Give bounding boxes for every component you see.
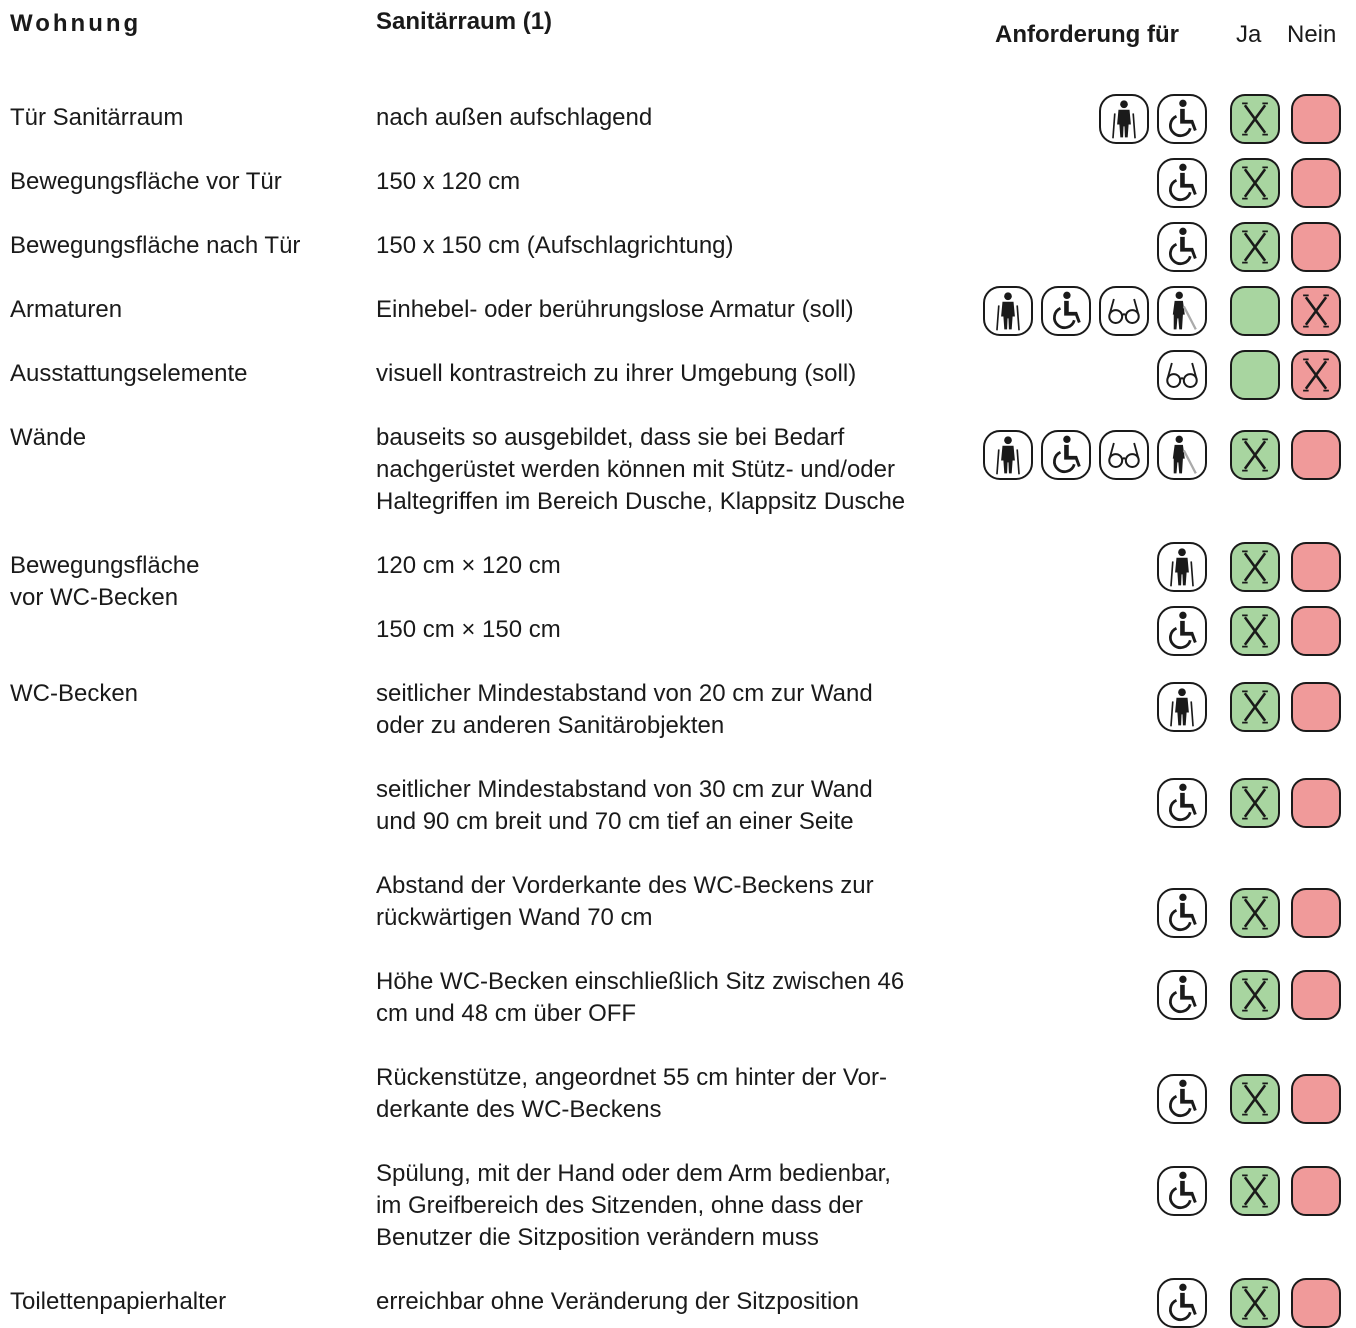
no-checkbox[interactable] [1291,430,1341,480]
row-requirement: 150 x 120 cm [376,168,521,195]
row-label: WC-Becken [10,680,139,707]
crutch-icon [1099,94,1149,144]
row-requirement: Rückenstütze, angeordnet 55 cm hinter der Vor- derkante des WC-Beckens [376,1064,887,1123]
no-checkbox[interactable] [1291,222,1341,272]
wheelchair-icon [1157,94,1207,144]
glasses-icon [1099,286,1149,336]
row-requirement: 150 x 150 cm (Aufschlagrichtung) [376,232,734,259]
no-checkbox[interactable] [1291,542,1341,592]
wheelchair-icon [1157,222,1207,272]
yes-checkbox[interactable] [1230,1278,1280,1328]
wheelchair-icon [1157,1278,1207,1328]
row-requirement: 120 cm × 120 cm [376,552,561,579]
no-checkbox[interactable] [1291,778,1341,828]
blind-cane-icon [1157,430,1207,480]
row-label: Tür Sanitärraum [10,104,184,131]
glasses-icon [1157,350,1207,400]
yes-checkbox[interactable] [1230,888,1280,938]
no-checkbox[interactable] [1291,682,1341,732]
yes-checkbox[interactable] [1230,542,1280,592]
yes-checkbox[interactable] [1230,430,1280,480]
requirement-header: Anforderung für [995,21,1179,48]
crutch-icon [1157,682,1207,732]
no-header: Nein [1287,21,1337,48]
row-label: Wände [10,424,87,451]
no-checkbox[interactable] [1291,1166,1341,1216]
yes-checkbox[interactable] [1230,1166,1280,1216]
wheelchair-icon [1157,1166,1207,1216]
wheelchair-icon [1157,778,1207,828]
wheelchair-icon [1157,158,1207,208]
row-requirement: nach außen aufschlagend [376,104,653,131]
glasses-icon [1099,430,1149,480]
yes-checkbox[interactable] [1230,222,1280,272]
yes-checkbox[interactable] [1230,682,1280,732]
row-label: Toilettenpapierhalter [10,1288,227,1315]
no-checkbox[interactable] [1291,1074,1341,1124]
row-requirement: Einhebel- oder berührungslose Armatur (soll) [376,296,854,323]
row-requirement: visuell kontrastreich zu ihrer Umgebung (soll) [376,360,857,387]
row-requirement: erreichbar ohne Veränderung der Sitzposition [376,1288,859,1315]
wheelchair-icon [1041,286,1091,336]
no-checkbox[interactable] [1291,888,1341,938]
yes-header: Ja [1236,21,1262,48]
row-requirement: 150 cm × 150 cm [376,616,561,643]
yes-checkbox[interactable] [1230,350,1280,400]
wheelchair-icon [1157,606,1207,656]
topic-title: Sanitärraum (1) [376,8,553,35]
row-label: Ausstattungselemente [10,360,248,387]
row-requirement: seitlicher Mindestabstand von 20 cm zur Wand oder zu anderen Sanitärobjekten [376,680,873,739]
row-label: Bewegungsfläche nach Tür [10,232,301,259]
row-requirement: Höhe WC-Becken einschließlich Sitz zwischen 46 cm und 48 cm über OFF [376,968,905,1027]
yes-checkbox[interactable] [1230,94,1280,144]
no-checkbox[interactable] [1291,158,1341,208]
crutch-icon [1157,542,1207,592]
no-checkbox[interactable] [1291,970,1341,1020]
yes-checkbox[interactable] [1230,606,1280,656]
yes-checkbox[interactable] [1230,1074,1280,1124]
wheelchair-icon [1157,1074,1207,1124]
section-title: Wohnung [10,10,142,37]
no-checkbox[interactable] [1291,286,1341,336]
row-requirement: Abstand der Vorderkante des WC-Beckens zur rückwärtigen Wand 70 cm [376,872,874,931]
row-requirement: seitlicher Mindestabstand von 30 cm zur Wand und 90 cm breit und 70 cm tief an einer Seite [376,776,873,835]
row-label: Armaturen [10,296,123,323]
no-checkbox[interactable] [1291,94,1341,144]
no-checkbox[interactable] [1291,606,1341,656]
yes-checkbox[interactable] [1230,970,1280,1020]
wheelchair-icon [1157,970,1207,1020]
row-label: Bewegungsfläche vor Tür [10,168,282,195]
yes-checkbox[interactable] [1230,158,1280,208]
yes-checkbox[interactable] [1230,778,1280,828]
yes-checkbox[interactable] [1230,286,1280,336]
no-checkbox[interactable] [1291,350,1341,400]
crutch-icon [983,286,1033,336]
no-checkbox[interactable] [1291,1278,1341,1328]
row-label: Bewegungsfläche vor WC-Becken [10,552,200,611]
blind-cane-icon [1157,286,1207,336]
wheelchair-icon [1157,888,1207,938]
row-requirement: bauseits so ausgebildet, dass sie bei Bedarf nachgerüstet werden können mit Stütz- und/oder Haltegriffen im Bereich Dusche, Klappsitz Dusche [376,424,906,515]
wheelchair-icon [1041,430,1091,480]
row-requirement: Spülung, mit der Hand oder dem Arm bedienbar, im Greifbereich des Sitzenden, ohne dass der Benutzer die Sitzposition verändern muss [376,1160,891,1251]
crutch-icon [983,430,1033,480]
